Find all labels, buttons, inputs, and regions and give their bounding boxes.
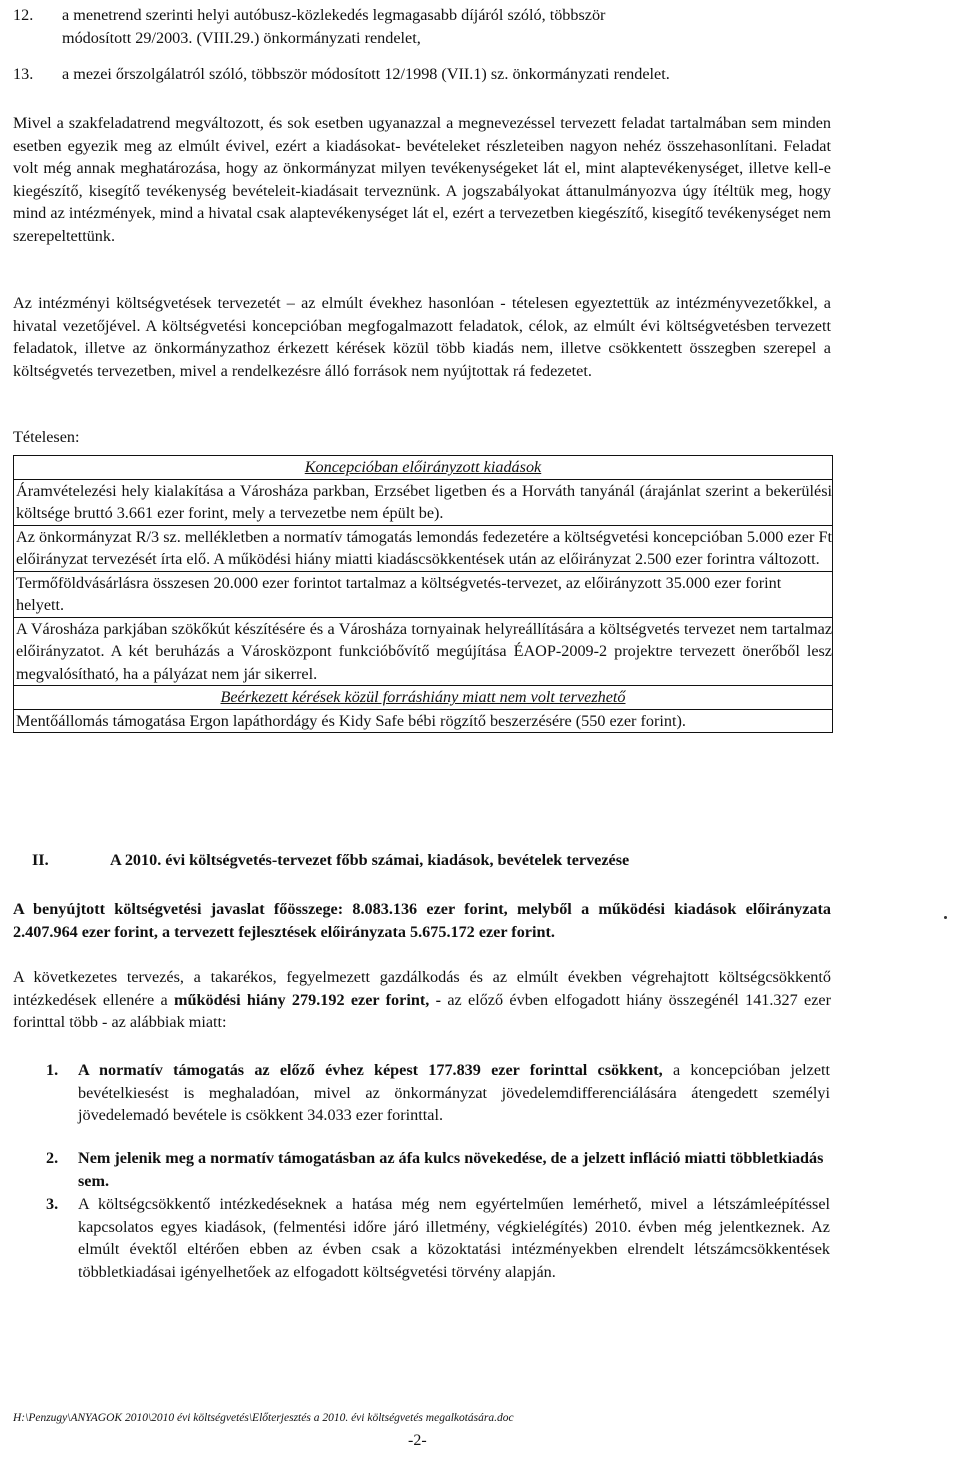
table-row <box>14 617 833 686</box>
table-section-header: Koncepcióban előirányzott kiadások <box>14 456 833 480</box>
table-row <box>14 525 833 571</box>
table-cell: Termőföldvásárlásra összesen 20.000 ezer forintot tartalmaz a költségvetés-tervezet, az előirányzott 35.000 ezer forint helyett. <box>14 571 833 617</box>
table-row <box>14 686 833 710</box>
table-cell: Áramvételezési hely kialakítása a Városháza parkban, Erzsébet ligetben és a Horváth tanyánál (árajánlat szerint a bekerülési költsége bruttó 3.661 ezer forint, mely a tervezetbe nem épült be). <box>14 479 833 525</box>
table-row <box>14 709 833 733</box>
table-row <box>14 479 833 525</box>
list-item <box>78 1059 830 1127</box>
table-row <box>14 456 833 480</box>
page-number: -2- <box>408 1432 427 1449</box>
table-cell: Az önkormányzat R/3 sz. mellékletben a normatív támogatás lemondás fedezetére a költségvetési koncepcióban 5.000 ezer Ft előirányzat tervezését írta elő. A működési hiány miatti kiadáscsökkentések után az előirányzat 2.500 ezer forintra változott. <box>14 525 833 571</box>
list-number: 13. <box>13 65 34 83</box>
table-caption: Tételesen: <box>13 428 80 446</box>
table-cell: A Városháza parkjában szökőkút készítésére és a Városháza tornyainak helyreállítására a költségvetés tervezet nem tartalmaz előirányzatot. A két beruházás a Városközpont funkcióbővítő megújítása ÉAOP-2009-2 projektre tervezett önerőből lesz megvalósítható, ha a pályázat nem jár sikerrel. <box>14 617 833 686</box>
text-run-bold: működési hiány 279.192 ezer forint, - <box>174 990 441 1009</box>
table-row <box>14 571 833 617</box>
section-number: II. <box>32 851 49 869</box>
list-item <box>78 1147 830 1192</box>
text-run-bold: A normatív támogatás az előző évhez képest 177.839 ezer forinttal csökkent, <box>78 1061 663 1079</box>
list-item: A költségcsökkentő intézkedéseknek a hatása még nem egyértelműen lemérhető, mivel a létszámleépítéssel kapcsolatos egyes kiadások, (felmentési időre járó illetmény, végkielégítés) 2010. évben még jelentkeznek. Az elmúlt évektől eltérően ebben az évben csak a közoktatási intézményekben elrendelt létszámcsökkentések többletkiadásai igényelhetőek az elfogadott költségvetési törvény alapján. <box>78 1195 830 1281</box>
section-title: A 2010. évi költségvetés-tervezet főbb számai, kiadások, bevételek tervezése <box>110 851 630 869</box>
list-number: 12. <box>13 6 34 24</box>
list-item <box>62 4 832 49</box>
footer-file-path: H:\Penzugy\ANYAGOK 2010\2010 évi költségvetés\Előterjesztés a 2010. évi költségvetés megalkotására.doc <box>13 1412 514 1424</box>
text-run: A következetes tervezés, a takarékos, fegyelmezett gazdálkodás és az elmúlt években végrehajtott költségcsökkentő intézkedések ellenére a <box>13 968 831 1009</box>
list-item: a mezei őrszolgálatról szóló, többször módosított 12/1998 (VII.1) sz. önkormányzati rendelet. <box>62 65 670 83</box>
table-section-header: Beérkezett kérések közül forráshiány miatt nem volt tervezhető <box>14 686 833 710</box>
list-item-line: módosított 29/2003. (VIII.29.) önkormányzati rendelet, <box>62 28 421 47</box>
text-run-bold: Nem jelenik meg a normatív támogatásban az áfa kulcs növekedése, de a jelzett infláció miatti többletkiadás sem. <box>78 1149 824 1190</box>
text-run: a koncepcióban jelzett bevételkiesést is meghaladóan, mivel az önkormányzat jövedelemdifferenciálására átengedett személyi jövedelemadó bevétele is csökkent 34.033 ezer forinttal. <box>78 1061 830 1124</box>
paragraph: Az intézményi költségvetések tervezetét – az elmúlt évekhez hasonlóan - tételesen egyeztettük az intézményvezetőkkel, a hivatal vezetőjével. A költségvetési koncepcióban megfogalmazott feladatok, célok, az elmúlt évi költségvetésben tervezett feladatok, illetve az önkormányzathoz érkezett kérések közül több kiadás nem, illetve csökkentett összegben szerepel a költségvetés tervezetben, mivel a rendelkezésre álló források nem nyújtottak rá fedezetet. <box>13 294 831 380</box>
list-number: 2. <box>46 1149 59 1167</box>
summary-paragraph: A benyújtott költségvetési javaslat főösszege: 8.083.136 ezer forint, melyből a működési kiadások előirányzata 2.407.964 ezer forint, a tervezett fejlesztések előirányzata 5.675.172 ezer forint. <box>13 900 831 941</box>
paragraph: Mivel a szakfeladatrend megváltozott, és sok esetben ugyanazzal a megnevezéssel tervezett feladat tartalmában sem minden esetben egyezik meg az elmúlt évivel, ezért a kiadásokat- bevételeket részleteiben nagyon nehéz összehasonlítani. Feladat volt még annak meghatározása, hogy az önkormányzat milyen tevékenységeket lát el, mint alaptevékenységet, illetve kell-e kiegészítő, kisegítő tevékenység bevételeit-kiadásait terveznünk. A jogszabályokat áttanulmányozva úgy ítéltük meg, hogy mind az intézmények, mind a hivatal csak alaptevékenységet lát el, ezért a tervezetben kiegészítő, kisegítő tevékenységet nem szerepeltettünk. <box>13 114 831 245</box>
table-cell: Mentőállomás támogatása Ergon lapáthordágy és Kidy Safe bébi rögzítő beszerzésére (550 ezer forint). <box>14 709 833 733</box>
list-item-line: a menetrend szerinti helyi autóbusz-közlekedés legmagasabb díjáról szóló, többször <box>62 6 606 24</box>
paragraph <box>13 966 831 1034</box>
list-number: 1. <box>46 1061 59 1079</box>
list-number: 3. <box>46 1195 59 1213</box>
expense-table <box>13 455 833 733</box>
scan-speck <box>944 916 947 919</box>
text-run: az előző évben elfogadott hiány összegénél 141.327 ezer forinttal több - az alábbiak miatt: <box>13 990 831 1031</box>
